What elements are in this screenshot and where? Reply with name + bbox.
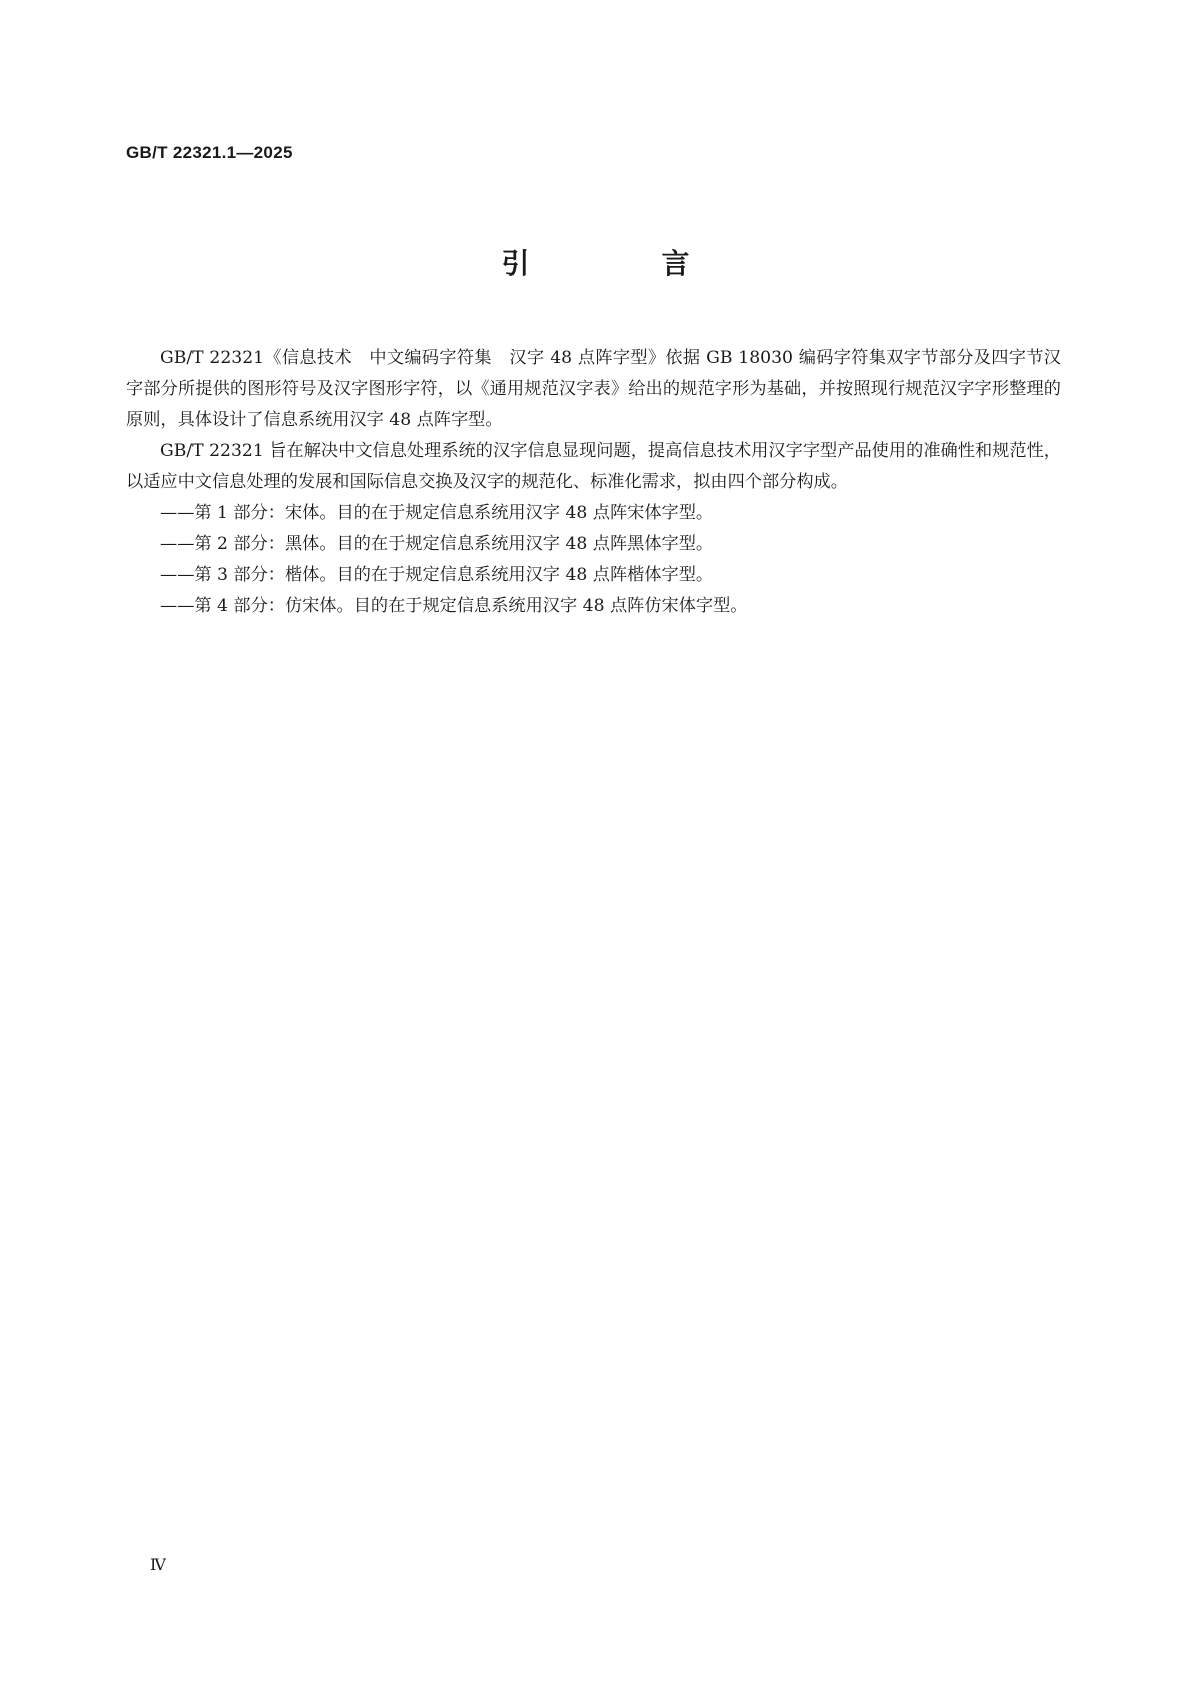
paragraph-2: GB/T 22321 旨在解决中文信息处理系统的汉字信息显现问题，提高信息技术用汉字字型产品使用的准确性和规范性，以适应中文信息处理的发展和国际信息交换及汉字的规范化、标准化需求，拟由四个部分构成。 (126, 441, 1061, 492)
part-item-2: ——第 2 部分：黑体。目的在于规定信息系统用汉字 48 点阵黑体字型。 (160, 534, 714, 554)
standard-code: GB/T 22321.1—2025 (126, 143, 293, 162)
part-item-1: ——第 1 部分：宋体。目的在于规定信息系统用汉字 48 点阵宋体字型。 (160, 503, 714, 523)
introduction-body (126, 343, 1061, 622)
part-item-4: ——第 4 部分：仿宋体。目的在于规定信息系统用汉字 48 点阵仿宋体字型。 (160, 596, 748, 616)
part-item-3: ——第 3 部分：楷体。目的在于规定信息系统用汉字 48 点阵楷体字型。 (160, 565, 714, 585)
paragraph-1: GB/T 22321《信息技术 中文编码字符集 汉字 48 点阵字型》依据 GB 18030 编码字符集双字节部分及四字节汉字部分所提供的图形符号及汉字图形字符，以《通用规范汉字表》给出的规范字形为基础，并按照现行规范汉字字形整理的原则，具体设计了信息系统用汉字 48 点阵字型。 (126, 348, 1061, 430)
page-number: Ⅳ (150, 1557, 166, 1574)
page-title: 引 言 (501, 247, 742, 280)
